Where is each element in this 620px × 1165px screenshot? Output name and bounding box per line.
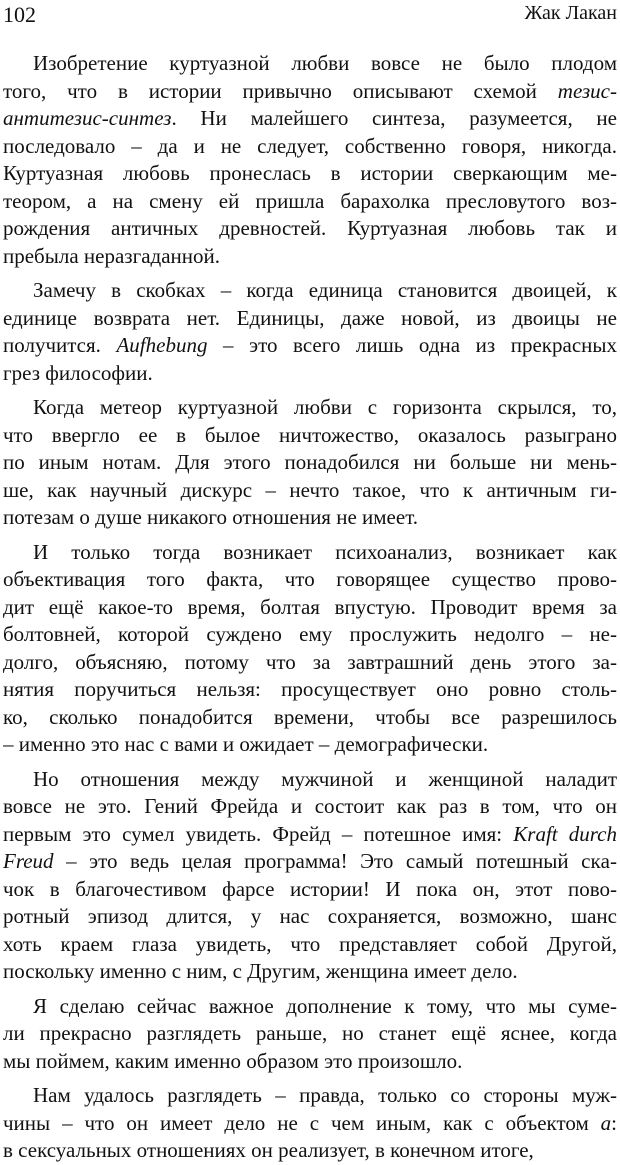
text-span: Нам удалось разглядеть – правда, только со стороны муж- <box>33 1083 617 1107</box>
text-span: дит ещё какое-то время, болтая впустую. Проводит время за <box>3 594 617 619</box>
text-span: поскольку именно с ним, с Другим, женщина имеет дело. <box>3 959 518 983</box>
paragraph <box>3 993 617 1083</box>
text-span: Я сделаю сейчас важное дополнение к тому, что мы суме- <box>33 993 617 1018</box>
text-line <box>3 504 617 532</box>
paragraph <box>3 394 617 539</box>
text-line <box>3 1082 617 1110</box>
text-line <box>3 1020 617 1048</box>
italic-span: Kraft durch <box>513 821 617 846</box>
text-span: первым это сумел увидеть. Фрейд – потешное имя: <box>3 821 514 846</box>
text-line <box>3 422 617 450</box>
italic-span: антитезис-синтез <box>3 106 172 130</box>
text-line <box>3 477 617 505</box>
text-span: – это ведь целая программа! Это самый потешный скa- <box>53 849 617 873</box>
text-line <box>3 566 617 594</box>
text-span: ли прекрасно разглядеть раньше, но станет ещё яснее, когда <box>3 1021 617 1045</box>
text-line <box>3 332 617 360</box>
text-span: в сексуальных отношениях он реализует, в конечном итоге, <box>3 1138 534 1162</box>
body-text <box>3 50 617 1165</box>
paragraph <box>3 50 617 277</box>
text-span: Куртуазная любовь пронеслась в истории сверкающим ме- <box>3 161 617 185</box>
text-span: теором, а на смену ей пришла барахолка пресловутого воз- <box>3 188 617 213</box>
text-span: Но отношения между мужчиной и женщиной наладит <box>33 766 617 791</box>
text-line <box>3 821 617 849</box>
text-line <box>3 449 617 477</box>
text-line <box>3 594 617 622</box>
paragraph <box>3 1082 617 1165</box>
text-span: долго, объясняю, потому что за завтрашний день этого за- <box>3 649 617 674</box>
text-line <box>3 993 617 1021</box>
text-line <box>3 958 617 986</box>
paragraph <box>3 539 617 766</box>
text-line <box>3 931 617 959</box>
text-span: – именно это нас с вами и ожидает – демографически. <box>3 732 489 756</box>
paragraph <box>3 766 617 993</box>
text-span: единице возврата нет. Единицы, даже новой, из двоицы не <box>3 305 617 330</box>
text-span: хоть краем глаза увидеть, что представляет собой Другой, <box>3 931 617 956</box>
text-line <box>3 903 617 931</box>
text-span: потезам о душе никакого отношения не имеет. <box>3 505 419 529</box>
page-number: 102 <box>3 2 36 27</box>
text-span: ротный эпизод длится, у нас сохраняется, возможно, шанс <box>3 904 617 928</box>
text-span: ко, сколько понадобится времени, чтобы все разрешилось <box>3 704 617 729</box>
text-span: рождения античных древностей. Куртуазная любовь так и <box>3 216 617 240</box>
text-span: что ввергло ее в былое ничтожество, оказалось разыграно <box>3 422 617 447</box>
text-line <box>3 1048 617 1076</box>
text-line <box>3 539 617 567</box>
text-line <box>3 160 617 188</box>
text-line <box>3 793 617 821</box>
text-span: пребыла неразгаданной. <box>3 243 220 268</box>
text-line <box>3 621 617 649</box>
text-line <box>3 188 617 216</box>
text-span: Когда метеор куртуазной любви с горизонта скрылся, то, <box>33 395 617 419</box>
text-line <box>3 848 617 876</box>
text-span: мы поймем, каким именно образом это произошло. <box>3 1048 463 1073</box>
text-span: грез философии. <box>3 360 153 385</box>
text-span: болтовней, которой суждено ему прослужить недолго – не- <box>3 622 617 646</box>
text-span: по иным нотам. Для этого понадобился ни больше ни мень- <box>3 450 617 474</box>
text-span: чины – что он имеет дело не с чем иным, как с объектом <box>3 1110 601 1135</box>
text-line <box>3 676 617 704</box>
text-line <box>3 305 617 333</box>
text-line <box>3 1110 617 1138</box>
text-line <box>3 394 617 422</box>
text-span: : <box>611 1110 617 1135</box>
text-line <box>3 105 617 133</box>
running-head: Жак Лакан <box>524 2 617 24</box>
italic-span: Aufhebung <box>116 333 208 357</box>
italic-span: Freud <box>3 849 54 873</box>
italic-span: a <box>600 1110 612 1135</box>
paragraph <box>3 277 617 394</box>
text-line <box>3 649 617 677</box>
text-line <box>3 360 617 388</box>
text-line <box>3 1137 617 1165</box>
text-span: получится. <box>3 333 117 357</box>
text-span: ше, как научный дискурс – нечто такое, что к античным ги- <box>3 477 617 502</box>
text-line <box>3 78 617 106</box>
text-line <box>3 215 617 243</box>
text-span: нятия поручиться нельзя: просуществует оно ровно столь- <box>3 677 617 701</box>
text-line <box>3 133 617 161</box>
text-line <box>3 243 617 271</box>
text-line <box>3 50 617 78</box>
text-line <box>3 704 617 732</box>
text-span: . Ни малейшего синтеза, разумеется, не <box>171 106 617 130</box>
text-span: чок в благочестивом фарсе истории! И пока он, этот пово- <box>3 876 617 901</box>
text-span: последовало – да и не следует, собственно говоря, никогда. <box>3 133 617 158</box>
text-span: Изобретение куртуазной любви вовсе не было плодом <box>33 51 617 75</box>
italic-span: тезис- <box>557 78 617 103</box>
text-span: вовсе не это. Гений Фрейда и состоит как раз в том, что он <box>3 794 617 818</box>
text-span: И только тогда возникает психоанализ, возникает как <box>33 539 617 564</box>
text-span: того, что в истории привычно описывают схемой <box>3 78 558 103</box>
text-line <box>3 277 617 305</box>
text-line <box>3 731 617 759</box>
text-line <box>3 876 617 904</box>
text-line <box>3 766 617 794</box>
text-span: – это всего лишь одна из прекрасных <box>207 333 617 357</box>
text-span: объективация того факта, что говорящее существо прово- <box>3 567 617 591</box>
page-header <box>0 0 620 30</box>
text-span: Замечу в скобках – когда единица становится двоицей, к <box>33 278 617 302</box>
